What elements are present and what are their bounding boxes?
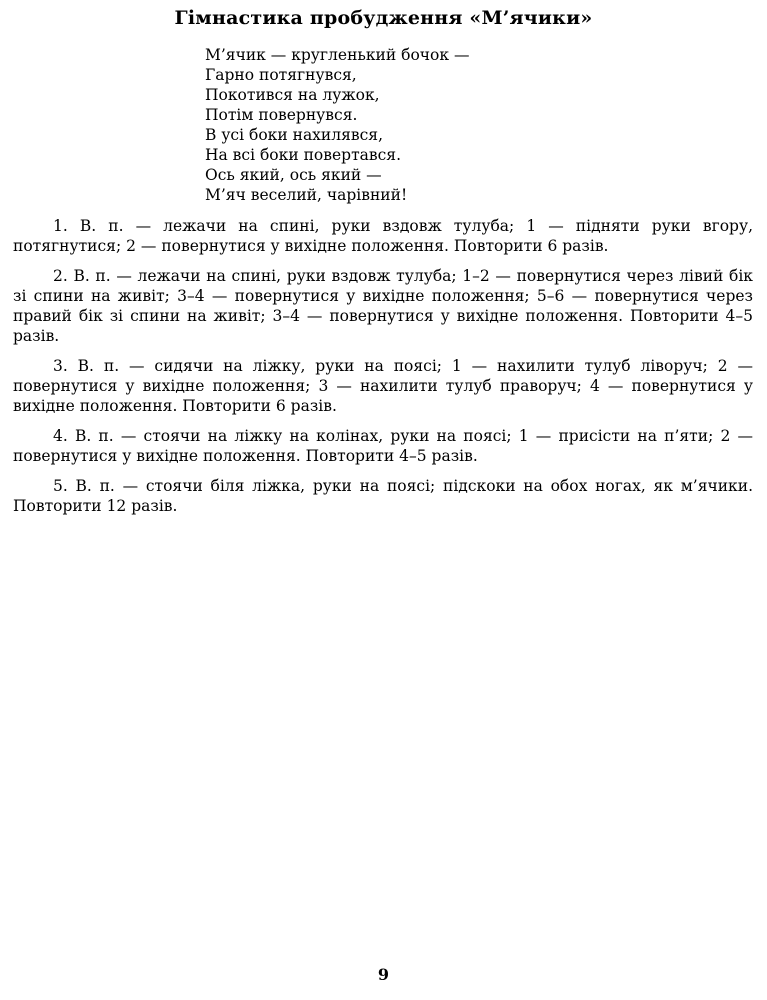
exercise-item-3: 3. В. п. — сидячи на ліжку, руки на поясі; 1 — нахилити тулуб ліворуч; 2 — повернутися у вихідне положення; 3 — нахилити тулуб праворуч; 4 — повернутися у вихідне положення. Повторити 6 разів. bbox=[13, 357, 753, 415]
poem-line: В усі боки нахилявся, bbox=[205, 126, 383, 144]
poem-line: Гарно потягнувся, bbox=[205, 66, 357, 84]
poem-line: М’яч веселий, чарівний! bbox=[205, 186, 408, 204]
page-title: Гімнастика пробудження «М’ячики» bbox=[174, 7, 593, 29]
page-number: 9 bbox=[377, 965, 390, 984]
poem-line: На всі боки повертався. bbox=[205, 146, 401, 164]
exercise-item-2: 2. В. п. — лежачи на спині, руки вздовж тулуба; 1–2 — повернутися через лівий бік зі спини на живіт; 3–4 — повернутися у вихідне положення; 5–6 — повернутися через правий бік зі спини на живіт; 3–4 — повернутися у вихідне положення. Повторити 4–5 разів. bbox=[13, 267, 753, 345]
poem-line: М’ячик — кругленький бочок — bbox=[205, 46, 470, 64]
exercise-item-4: 4. В. п. — стоячи на ліжку на колінах, руки на поясі; 1 — присісти на п’яти; 2 — повернутися у вихідне положення. Повторити 4–5 разів. bbox=[13, 427, 753, 465]
poem-line: Потім повернувся. bbox=[205, 106, 358, 124]
poem-line: Покотився на лужок, bbox=[205, 86, 380, 104]
poem bbox=[205, 45, 767, 205]
poem-line: Ось який, ось який — bbox=[205, 166, 382, 184]
exercise-item-1: 1. В. п. — лежачи на спині, руки вздовж тулуба; 1 — підняти руки вгору, потягнутися; 2 — повернутися у вихідне положення. Повторити 6 разів. bbox=[13, 217, 753, 255]
exercise-list bbox=[13, 216, 753, 516]
exercise-item-5: 5. В. п. — стоячи біля ліжка, руки на поясі; підскоки на обох ногах, як м’ячики. Повторити 12 разів. bbox=[13, 477, 753, 515]
